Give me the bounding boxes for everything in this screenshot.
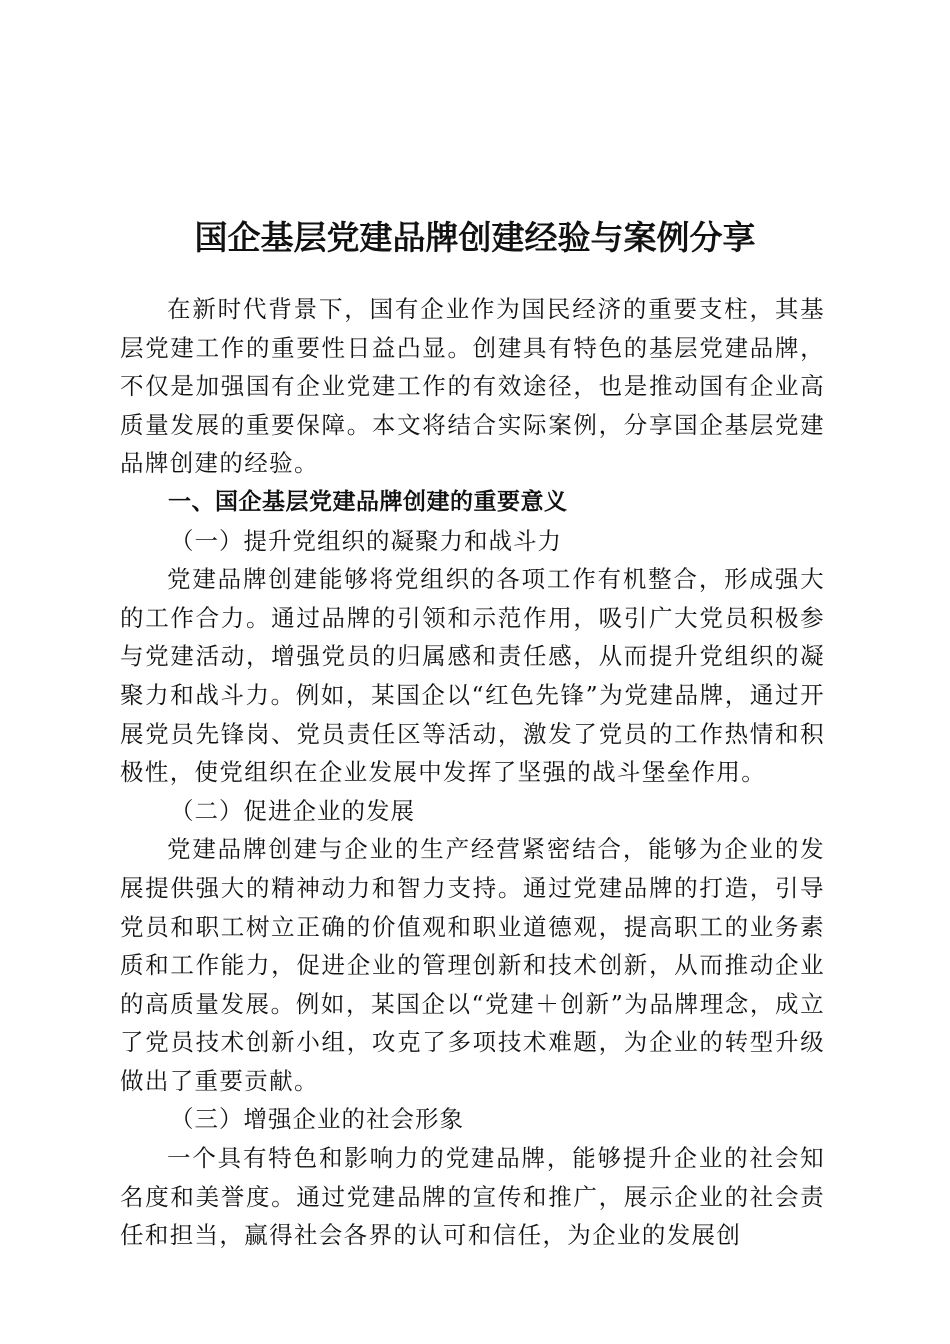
subsection-heading-2: （二）促进企业的发展 [170, 796, 415, 825]
subsection-heading-1: （一）提升党组织的凝聚力和战斗力 [170, 526, 562, 555]
intro-paragraph: 在新时代背景下，国有企业作为国民经济的重要支柱，其基层党建工作的重要性日益凸显。创建具有特色的基层党建品牌，不仅是加强国有企业党建工作的有效途径，也是推动国有企业高质量发展的重要保障。本文将结合实际案例，分享国企基层党建品牌创建的经验。 [120, 295, 825, 478]
document-title: 国企基层党建品牌创建经验与案例分享 [194, 218, 756, 258]
document-body [120, 290, 825, 1255]
subsection-paragraph-1: 党建品牌创建能够将党组织的各项工作有机整合，形成强大的工作合力。通过品牌的引领和示范作用，吸引广大党员积极参与党建活动，增强党员的归属感和责任感，从而提升党组织的凝聚力和战斗力。例如，某国企以“红色先锋”为党建品牌，通过开展党员先锋岗、党员责任区等活动，激发了党员的工作热情和积极性，使党组织在企业发展中发挥了坚强的战斗堡垒作用。 [120, 565, 825, 787]
subsection-paragraph-2: 党建品牌创建与企业的生产经营紧密结合，能够为企业的发展提供强大的精神动力和智力支持。通过党建品牌的打造，引导党员和职工树立正确的价值观和职业道德观，提高职工的业务素质和工作能力，促进企业的管理创新和技术创新，从而推动企业的高质量发展。例如，某国企以“党建＋创新”为品牌理念，成立了党员技术创新小组，攻克了多项技术难题，为企业的转型升级做出了重要贡献。 [120, 835, 825, 1095]
subsection-paragraph-3: 一个具有特色和影响力的党建品牌，能够提升企业的社会知名度和美誉度。通过党建品牌的宣传和推广，展示企业的社会责任和担当，赢得社会各界的认可和信任，为企业的发展创 [120, 1144, 825, 1250]
section-heading-1: 一、国企基层党建品牌创建的重要意义 [168, 488, 568, 515]
subsection-heading-3: （三）增强企业的社会形象 [170, 1105, 464, 1134]
